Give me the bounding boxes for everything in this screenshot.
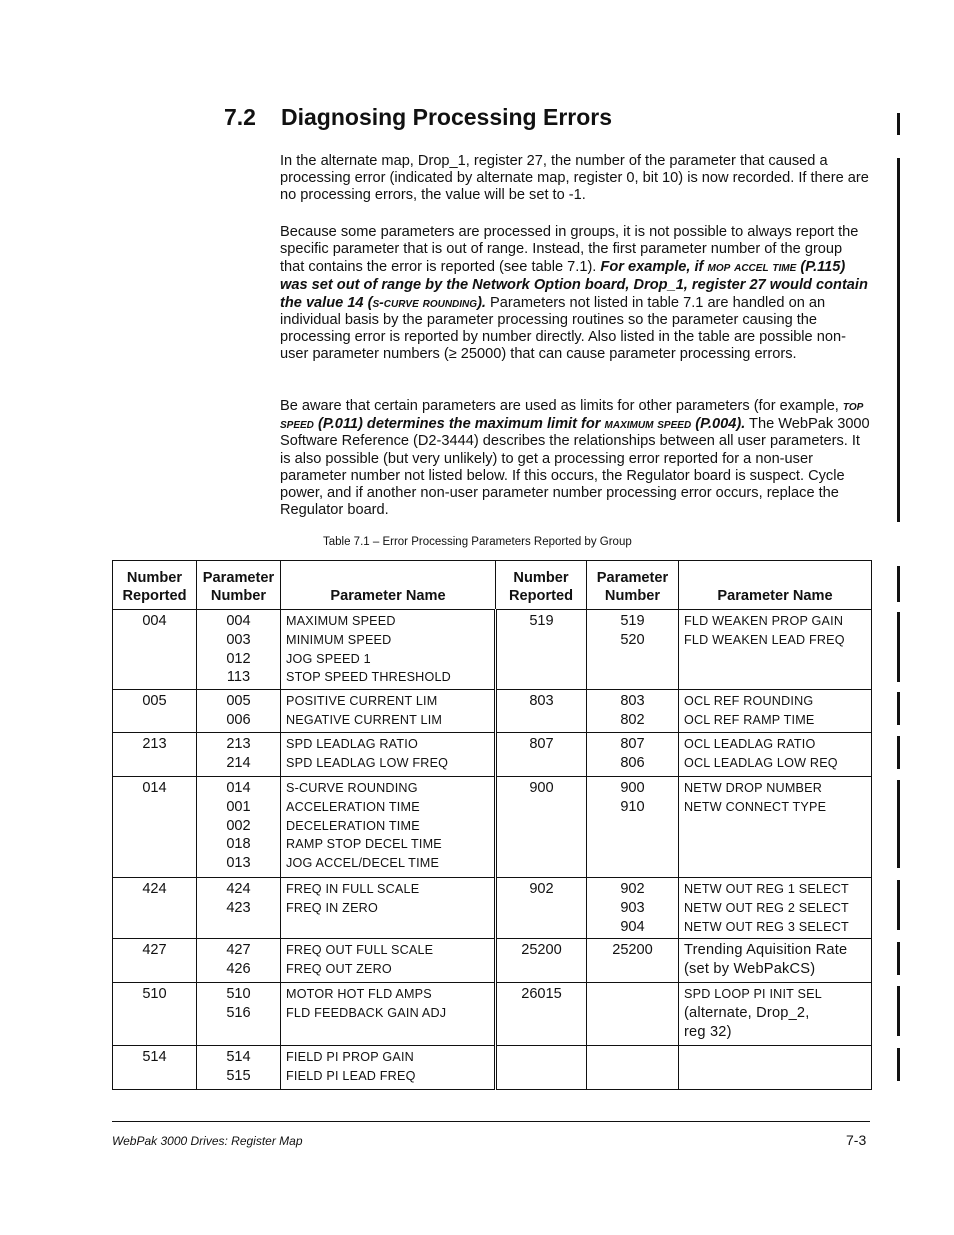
parameter-name: Trending Aquisition Rate [684, 942, 848, 958]
parameter-number: 904 [620, 918, 645, 935]
parameter-name: FREQ OUT FULL SCALE [286, 943, 434, 957]
parameter-number: 516 [226, 1004, 251, 1021]
parameter-name: OCL REF RAMP TIME [684, 712, 815, 727]
parameter-number-cell [197, 690, 281, 733]
parameter-number: 013 [226, 855, 251, 872]
parameter-number-cell [587, 777, 679, 878]
header-parameter-name: Parameter Name [281, 561, 496, 610]
change-bar [897, 158, 900, 522]
parameter-name-cell [679, 690, 872, 733]
parameter-number: 519 [620, 613, 645, 629]
page-number: 7-3 [846, 1132, 867, 1148]
change-bar [897, 566, 900, 602]
parameter-number: 900 [620, 780, 645, 796]
header-parameter-name: Parameter Name [679, 561, 872, 610]
parameter-name: OCL LEADLAG RATIO [684, 737, 816, 751]
number-reported: 25200 [521, 942, 562, 958]
number-reported-cell [496, 690, 587, 733]
number-reported-cell [496, 878, 587, 939]
change-bar [897, 780, 900, 868]
table-row [113, 983, 872, 1046]
parameter-name: (alternate, Drop_2, [684, 1004, 810, 1021]
parameter-name-cell [281, 939, 496, 983]
parameter-name-cell [679, 939, 872, 983]
number-reported: 519 [529, 613, 554, 629]
parameter-name: NEGATIVE CURRENT LIM [286, 712, 443, 727]
header-parameter-number: Parameter Number [197, 561, 281, 610]
parameter-name: FREQ IN ZERO [286, 900, 378, 915]
parameter-number-cell [587, 1046, 679, 1090]
header-number-reported: Number Reported [496, 561, 587, 610]
parameter-number: 423 [226, 899, 251, 916]
number-reported: 807 [529, 736, 554, 752]
parameter-number-cell [587, 610, 679, 690]
parameter-number: 803 [620, 693, 645, 709]
parameter-number: 520 [620, 631, 645, 648]
parameter-name: NETW OUT REG 1 SELECT [684, 882, 849, 896]
parameter-number: 006 [226, 711, 251, 728]
parameter-number: 806 [620, 754, 645, 771]
table-row [113, 1046, 872, 1090]
parameter-name: ACCELERATION TIME [286, 799, 420, 814]
number-reported-cell [113, 733, 197, 777]
parameter-number: 003 [226, 631, 251, 648]
parameter-number: 910 [620, 798, 645, 815]
parameter-number: 001 [226, 798, 251, 815]
change-bar [897, 612, 900, 682]
table-row [113, 690, 872, 733]
parameter-number-cell [587, 878, 679, 939]
parameter-number-cell [587, 733, 679, 777]
parameter-name: JOG ACCEL/DECEL TIME [286, 856, 440, 871]
number-reported: 014 [142, 780, 167, 796]
table-row [113, 878, 872, 939]
param-ref-mop-accel-time: mop accel time [707, 258, 797, 275]
parameter-name: OCL LEADLAG LOW REQ [684, 755, 838, 770]
number-reported-cell [496, 939, 587, 983]
parameter-name-cell [679, 983, 872, 1046]
parameter-number: 807 [620, 736, 645, 752]
parameter-name: FLD FEEDBACK GAIN ADJ [286, 1005, 447, 1020]
change-bar [897, 736, 900, 769]
parameter-name-cell [281, 733, 496, 777]
number-reported: 510 [142, 986, 167, 1002]
number-reported-cell [496, 777, 587, 878]
header-number-reported: Number Reported [113, 561, 197, 610]
paragraph-3: Be aware that certain parameters are used as limits for other parameters (for example, top speed (P.011) determines the maximum limit for maximum speed (P.004). The WebPak 3000 Software Reference (D2-3444) describes the relationships between all user parameters. It is also possible (but very unlikely) to get a processing error reported for a non-user parameter number not listed below. If this occurs, the Regulator board is suspect. Cycle power, and if another non-user parameter number processing error occurs, replace the Regulator board. [280, 397, 870, 519]
number-reported: 005 [142, 693, 167, 709]
number-reported: 902 [529, 881, 554, 897]
parameter-name: SPD LEADLAG RATIO [286, 737, 418, 751]
parameter-name-cell [281, 878, 496, 939]
number-reported-cell [496, 1046, 587, 1090]
table-row [113, 939, 872, 983]
param-ref-maximum-speed: maximum speed [604, 415, 692, 432]
parameter-name-cell [281, 983, 496, 1046]
error-parameters-table [112, 560, 872, 1090]
parameter-number: 426 [226, 960, 251, 977]
parameter-name: FLD WEAKEN LEAD FREQ [684, 632, 845, 647]
parameter-name: MAXIMUM SPEED [286, 614, 396, 628]
parameter-name: FREQ IN FULL SCALE [286, 882, 420, 896]
parameter-number-cell [197, 939, 281, 983]
parameter-number: 004 [226, 613, 251, 629]
param-ref-top-speed: top speed [280, 397, 864, 432]
paragraph-1: In the alternate map, Drop_1, register 27, the number of the parameter that caused a processing error (indicated by alternate map, register 0, bit 10) is now recorded. If there are no processing errors, the value will be set to -1. [280, 153, 869, 204]
parameter-name: MINIMUM SPEED [286, 632, 392, 647]
number-reported-cell [496, 733, 587, 777]
parameter-name: MOTOR HOT FLD AMPS [286, 987, 432, 1001]
change-bar [897, 113, 900, 135]
parameter-name-cell [679, 878, 872, 939]
change-bar [897, 1048, 900, 1081]
parameter-number: 012 [226, 650, 251, 667]
parameter-number: 427 [226, 942, 251, 958]
section-heading [224, 104, 612, 131]
parameter-name-cell [679, 733, 872, 777]
parameter-number: 002 [226, 817, 251, 834]
number-reported-cell [113, 983, 197, 1046]
footer-rule [112, 1121, 870, 1122]
table-header-row [113, 561, 872, 610]
number-reported: 514 [142, 1049, 167, 1065]
parameter-name: SPD LEADLAG LOW FREQ [286, 755, 449, 770]
parameter-name: NETW OUT REG 3 SELECT [684, 919, 849, 934]
number-reported: 900 [529, 780, 554, 796]
number-reported-cell [113, 777, 197, 878]
parameter-name: FIELD PI LEAD FREQ [286, 1068, 416, 1083]
parameter-name: OCL REF ROUNDING [684, 694, 814, 708]
number-reported [497, 1048, 586, 1067]
parameter-name-cell [679, 777, 872, 878]
number-reported: 427 [142, 942, 167, 958]
parameter-number-cell [197, 878, 281, 939]
parameter-number: 113 [226, 669, 251, 686]
number-reported: 26015 [521, 986, 562, 1002]
parameter-name-cell [281, 777, 496, 878]
parameter-name: S-CURVE ROUNDING [286, 781, 418, 795]
number-reported-cell [113, 939, 197, 983]
parameter-number: 515 [226, 1067, 251, 1084]
number-reported-cell [113, 1046, 197, 1090]
parameter-name-cell [281, 690, 496, 733]
parameter-name-cell [281, 1046, 496, 1090]
parameter-number-cell [197, 610, 281, 690]
parameter-name: reg 32) [684, 1023, 732, 1040]
parameter-name: FLD WEAKEN PROP GAIN [684, 614, 844, 628]
number-reported: 803 [529, 693, 554, 709]
parameter-name: DECELERATION TIME [286, 818, 420, 833]
parameter-number-cell [197, 1046, 281, 1090]
change-bar [897, 942, 900, 975]
parameter-number-cell [587, 983, 679, 1046]
section-number: 7.2 [224, 104, 256, 130]
header-parameter-number: Parameter Number [587, 561, 679, 610]
parameter-name: SPD LOOP PI INIT SEL [684, 987, 822, 1001]
change-bar [897, 986, 900, 1036]
parameter-name-cell [679, 1046, 872, 1090]
parameter-number-cell [197, 983, 281, 1046]
table-caption: Table 7.1 – Error Processing Parameters Reported by Group [323, 536, 632, 548]
parameter-number-cell [587, 690, 679, 733]
parameter-number-cell [197, 777, 281, 878]
parameter-number: 902 [620, 881, 645, 897]
number-reported-cell [113, 878, 197, 939]
parameter-number: 424 [226, 881, 251, 897]
parameter-name: POSITIVE CURRENT LIM [286, 694, 438, 708]
table-row [113, 777, 872, 878]
parameter-number-cell [587, 939, 679, 983]
number-reported: 424 [142, 881, 167, 897]
table-row [113, 610, 872, 690]
number-reported: 213 [142, 736, 167, 752]
change-bar [897, 692, 900, 725]
number-reported-cell [496, 610, 587, 690]
parameter-number: 014 [226, 780, 251, 796]
parameter-number-cell [197, 733, 281, 777]
paragraph-2: Because some parameters are processed in groups, it is not possible to always report the specific parameter that is out of range. Instead, the first parameter number of the group that contains the error is reported (see table 7.1). For example, if mop accel time (P.115) was set out of range by the Network Option board, Drop_1, register 27 would contain the value 14 (s-curve rounding). Parameters not listed in table 7.1 are handled on an individual basis by the parameter processing routines so the parameter causing the processing error is reported by number directly. Also listed in the table are possible non-user parameter numbers (≥ 25000) that can cause parameter processing errors. [280, 224, 868, 363]
parameter-number: 903 [620, 899, 645, 916]
parameter-name: FREQ OUT ZERO [286, 961, 392, 976]
parameter-number: 005 [226, 693, 251, 709]
parameter-name: FIELD PI PROP GAIN [286, 1050, 414, 1064]
parameter-number: 510 [226, 986, 251, 1002]
parameter-name: RAMP STOP DECEL TIME [286, 837, 442, 852]
footer-title: WebPak 3000 Drives: Register Map [112, 1134, 303, 1148]
parameter-name-cell [281, 610, 496, 690]
parameter-name: (set by WebPakCS) [684, 960, 816, 977]
number-reported-cell [113, 690, 197, 733]
number-reported-cell [113, 610, 197, 690]
parameter-name: NETW OUT REG 2 SELECT [684, 900, 849, 915]
parameter-name: JOG SPEED 1 [286, 651, 371, 666]
parameter-name: NETW CONNECT TYPE [684, 799, 827, 814]
number-reported-cell [496, 983, 587, 1046]
number-reported: 004 [142, 613, 167, 629]
parameter-name-cell [679, 610, 872, 690]
section-title: Diagnosing Processing Errors [281, 104, 613, 130]
table-row [113, 733, 872, 777]
parameter-number: 018 [226, 836, 251, 853]
parameter-number: 213 [226, 736, 251, 752]
parameter-number: 802 [620, 711, 645, 728]
parameter-number: 214 [226, 754, 251, 771]
parameter-number: 514 [226, 1049, 251, 1065]
param-ref-s-curve-rounding: s-curve rounding [372, 293, 478, 310]
parameter-name: STOP SPEED THRESHOLD [286, 670, 451, 685]
change-bar [897, 880, 900, 930]
parameter-number: 25200 [612, 942, 653, 958]
parameter-name: NETW DROP NUMBER [684, 781, 823, 795]
